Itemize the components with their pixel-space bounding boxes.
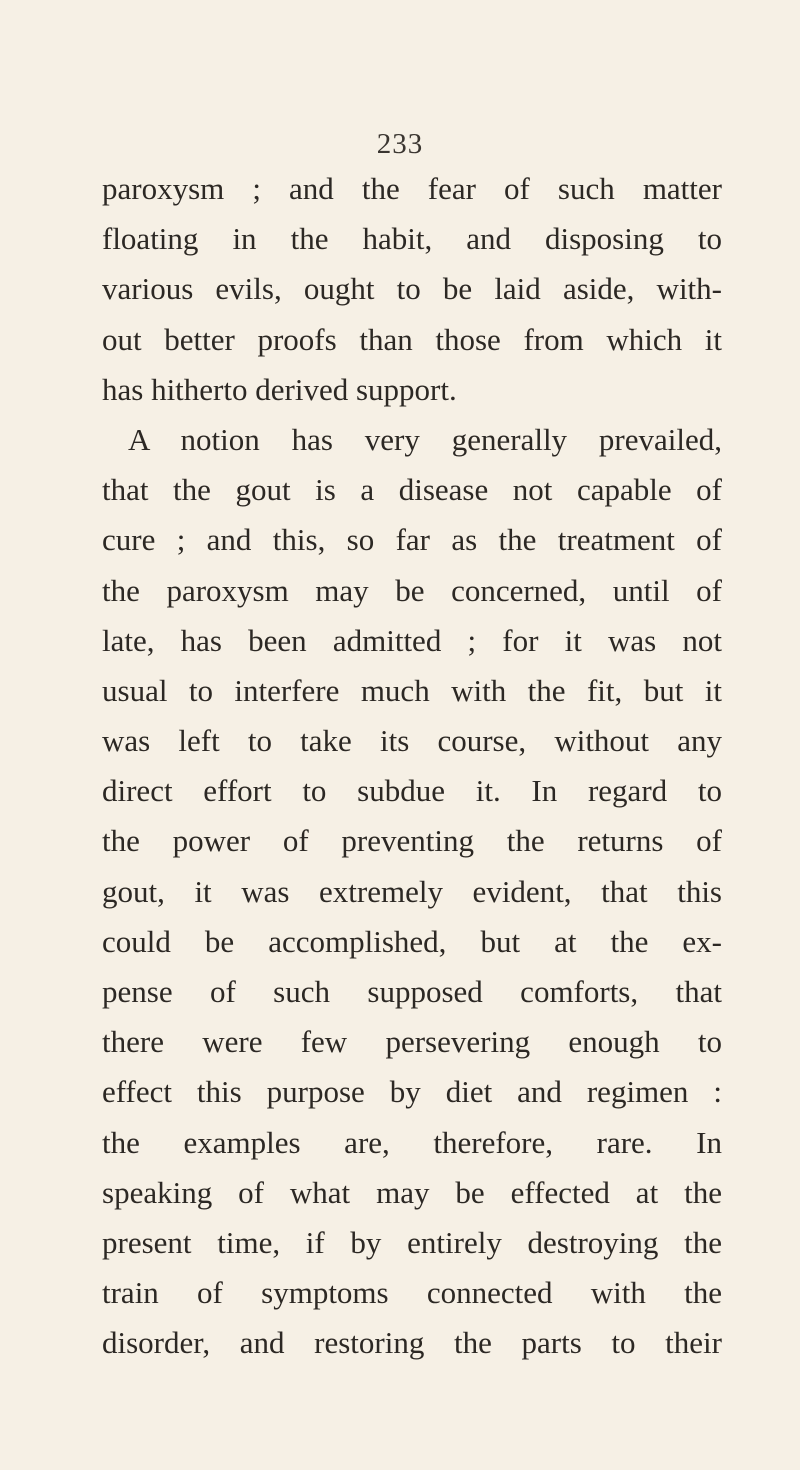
text-line: various evils, ought to be laid aside, with-: [102, 271, 722, 307]
text-line: has hitherto derived support.: [102, 371, 457, 407]
text-line: disorder, and restoring the parts to their: [102, 1325, 722, 1361]
text-line: paroxysm ; and the fear of such matter: [102, 171, 722, 206]
text-line: floating in the habit, and disposing to: [102, 221, 722, 257]
text-line: gout, it was extremely evident, that this: [102, 873, 722, 909]
text-line: was left to take its course, without any: [102, 723, 722, 759]
text-line: usual to interfere much with the fit, but it: [102, 672, 722, 708]
text-line: pense of such supposed comforts, that: [102, 974, 722, 1009]
text-line: the paroxysm may be concerned, until of: [102, 572, 722, 608]
text-line: that the gout is a disease not capable of: [102, 472, 722, 508]
page-number: 233: [376, 128, 424, 160]
text-line: effect this purpose by diet and regimen :: [102, 1074, 722, 1110]
text-line: cure ; and this, so far as the treatment of: [102, 522, 722, 558]
text-line: A notion has very generally prevailed,: [128, 421, 722, 457]
text-line: late, has been admitted ; for it was not: [102, 622, 722, 658]
text-line: train of symptoms connected with the: [102, 1275, 722, 1311]
text-line: direct effort to subdue it. In regard to: [102, 773, 722, 809]
text-line: the examples are, therefore, rare. In: [102, 1124, 722, 1160]
text-line: speaking of what may be effected at the: [102, 1174, 722, 1210]
text-line: could be accomplished, but at the ex-: [102, 923, 722, 959]
body-text: [102, 164, 722, 1369]
text-line: there were few persevering enough to: [102, 1024, 722, 1060]
text-line: present time, if by entirely destroying the: [102, 1224, 722, 1260]
text-line: the power of preventing the returns of: [102, 823, 722, 859]
text-line: out better proofs than those from which it: [102, 321, 722, 357]
